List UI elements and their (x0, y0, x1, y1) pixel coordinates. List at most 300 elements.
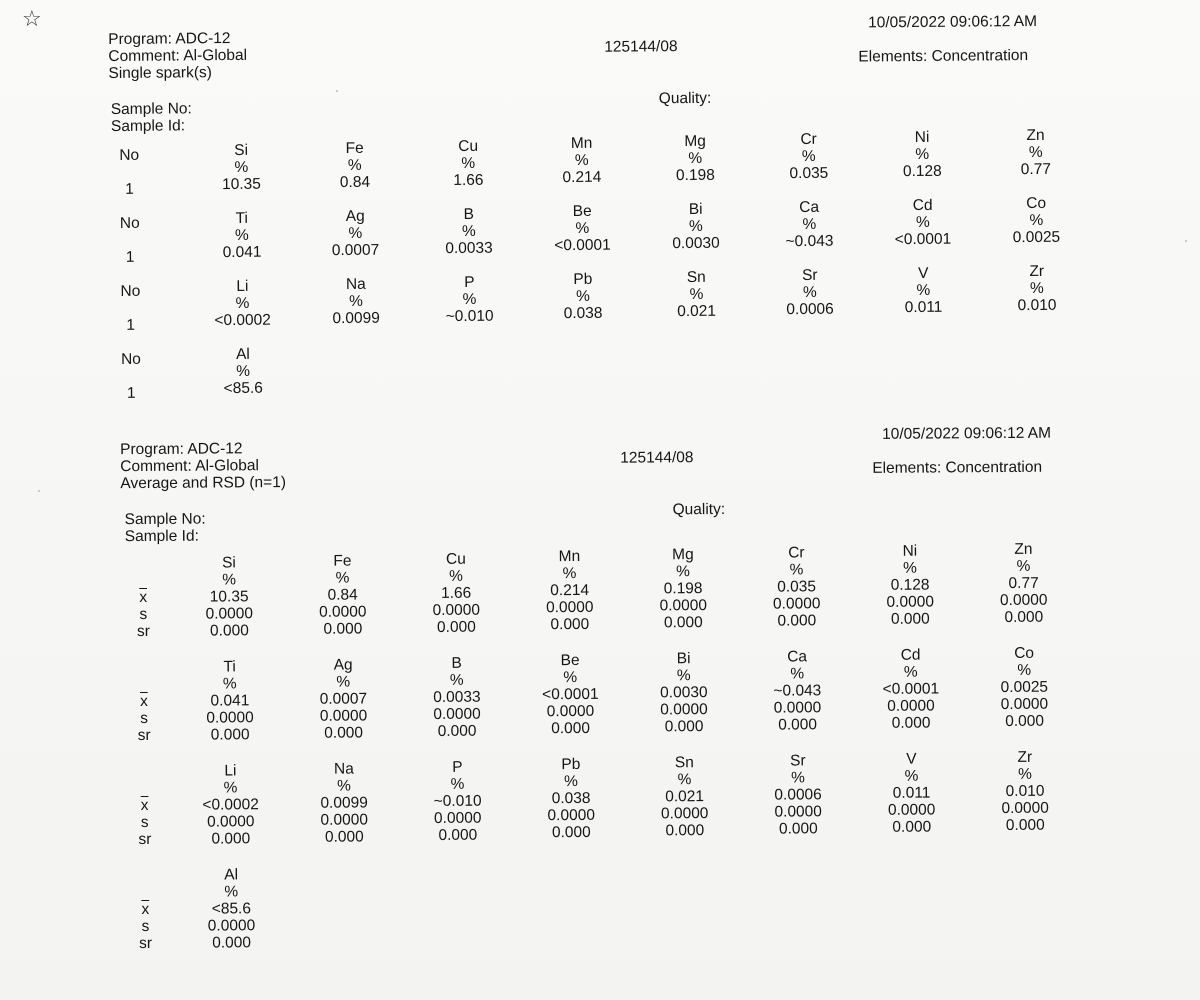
sample-id-label: Sample Id: (124, 527, 199, 546)
element-unit: % (349, 292, 363, 310)
element-symbol: Cr (800, 130, 817, 149)
sample-no-label: Sample No: (110, 100, 192, 119)
rsd-value: 0.000 (1005, 816, 1045, 834)
row-number: 1 (126, 384, 136, 402)
element-symbol: Sr (790, 752, 806, 770)
element-column-ca (753, 198, 865, 250)
element-symbol: B (451, 654, 462, 672)
rsd-value: 0.000 (551, 824, 591, 842)
element-unit: % (1029, 279, 1044, 297)
element-unit: % (1016, 557, 1031, 575)
std-dev-value: 0.0000 (772, 595, 821, 613)
element-column-si (173, 554, 286, 640)
rsd-value: 0.000 (210, 726, 250, 744)
mean-value: 0.0099 (320, 794, 368, 812)
element-unit: % (801, 147, 816, 166)
no-spacer (98, 300, 162, 318)
element-column-ni (854, 542, 967, 628)
std-dev-value: 0.0000 (773, 699, 822, 717)
std-dev-value: 0.0000 (433, 809, 482, 827)
element-unit: % (236, 362, 251, 380)
mean-value: <85.6 (211, 900, 252, 918)
element-column-co (968, 644, 1081, 730)
stat-label-x: $\overline{x}$ (141, 900, 150, 919)
row-number: 1 (125, 248, 135, 266)
sample-no-label: Sample No: (124, 510, 206, 529)
element-column-v (867, 264, 979, 316)
element-column-ti (174, 658, 287, 744)
element-symbol: Cu (445, 550, 466, 568)
mode-line: Single spark(s) (108, 64, 212, 83)
element-unit: % (688, 150, 703, 168)
std-dev-value: 0.0000 (432, 601, 481, 619)
element-unit: % (1029, 211, 1044, 229)
rsd-value: 0.000 (892, 818, 932, 836)
element-unit: % (234, 158, 249, 176)
element-unit: % (337, 777, 351, 795)
std-dev-value: 0.0000 (1000, 695, 1049, 713)
comment-line: Comment: Al-Global (108, 46, 248, 66)
mean-value: 0.010 (1005, 782, 1045, 800)
no-spacer (98, 232, 162, 250)
element-symbol: Mn (570, 135, 593, 153)
element-symbol: Cd (900, 646, 921, 664)
element-value: <85.6 (223, 379, 263, 398)
element-unit: % (915, 145, 930, 163)
element-column-mn (526, 135, 638, 187)
no-label: No (119, 146, 140, 164)
element-column-pb (527, 271, 639, 323)
stat-label-column (115, 797, 175, 848)
mode-line: Average and RSD (n=1) (120, 474, 287, 493)
element-unit: % (336, 673, 351, 691)
element-symbol: Zr (1029, 262, 1045, 280)
element-symbol: B (463, 205, 474, 223)
element-unit: % (916, 281, 931, 299)
paper-speck (38, 490, 40, 492)
element-symbol: Co (1014, 644, 1035, 662)
element-symbol: Cu (458, 137, 479, 155)
element-column-cr (753, 130, 865, 182)
element-unit: % (562, 565, 577, 583)
element-unit: % (677, 771, 692, 789)
stat-label-column (114, 693, 174, 744)
stat-label-s: s (139, 605, 148, 624)
std-dev-value: 0.0000 (547, 807, 595, 825)
element-column-bi (628, 650, 741, 736)
no-spacer (99, 368, 163, 386)
element-symbol: Fe (333, 552, 352, 570)
rsd-value: 0.000 (324, 724, 364, 742)
element-unit: % (449, 567, 463, 585)
element-symbol: Sn (686, 269, 706, 287)
element-symbol: Zr (1017, 748, 1033, 766)
mean-value: 0.128 (890, 576, 930, 594)
element-unit: % (223, 779, 238, 797)
mean-value: 0.0033 (433, 688, 481, 706)
sample-info (125, 511, 206, 546)
element-symbol: Pb (573, 271, 593, 289)
element-symbol: Be (560, 652, 580, 670)
element-column-fe (299, 139, 411, 191)
element-value: 0.0025 (1012, 228, 1061, 246)
average-rsd-report (0, 420, 1200, 953)
mean-value: <0.0002 (202, 796, 259, 814)
element-value: 0.0006 (786, 300, 834, 319)
element-column-p (413, 273, 525, 325)
rsd-value: 0.000 (211, 830, 251, 848)
mean-value: 0.214 (550, 582, 590, 600)
element-symbol: Mn (558, 548, 581, 566)
paper-speck (1185, 240, 1187, 242)
std-dev-value: 0.0000 (319, 603, 367, 621)
element-symbol: Al (224, 866, 239, 884)
stat-label-x: $\overline{x}$ (140, 796, 149, 815)
element-value: 0.214 (562, 169, 602, 187)
rsd-value: 0.000 (212, 934, 252, 952)
element-column-ti (186, 209, 298, 261)
mean-value: 0.0007 (319, 690, 368, 708)
element-value: 0.010 (1017, 296, 1057, 314)
element-column-cr (740, 544, 853, 630)
rsd-value: 0.000 (436, 618, 476, 636)
rsd-value: 0.000 (777, 612, 817, 630)
no-label: No (120, 282, 141, 300)
mean-value: 0.198 (663, 580, 703, 598)
std-dev-value: 0.0000 (206, 709, 254, 727)
element-column-b (401, 654, 514, 740)
std-dev-value: 0.0000 (1001, 799, 1049, 817)
mean-value: 0.77 (1008, 574, 1039, 592)
rsd-value: 0.000 (1004, 608, 1044, 626)
element-unit: % (575, 220, 590, 238)
mean-value: 0.038 (551, 790, 591, 808)
element-symbol: Na (333, 760, 354, 778)
no-label: No (119, 214, 140, 232)
element-unit: % (676, 667, 691, 685)
element-value: 0.77 (1020, 160, 1052, 178)
element-column-v (855, 750, 968, 836)
rsd-value: 0.000 (778, 820, 818, 838)
report-header-info (108, 30, 247, 82)
element-value: ~0.010 (445, 307, 494, 325)
element-symbol: Ca (787, 648, 808, 666)
rsd-value: 0.000 (551, 720, 591, 738)
rsd-value: 0.000 (550, 616, 590, 634)
element-column-zn (967, 540, 1080, 626)
std-dev-value: 0.0000 (206, 813, 255, 831)
element-unit: % (563, 669, 578, 687)
element-column-bi (640, 201, 752, 253)
element-column-sn (640, 269, 752, 321)
element-column-cd (855, 646, 968, 732)
element-symbol: Mg (672, 546, 694, 564)
elements-heading: Elements: Concentration (872, 458, 1043, 477)
element-unit: % (903, 559, 917, 577)
rsd-value: 0.000 (437, 722, 477, 740)
elements-heading: Elements: Concentration (858, 47, 1029, 66)
paper-speck (336, 90, 338, 92)
stat-label-sr: sr (138, 830, 152, 849)
element-symbol: P (452, 758, 463, 776)
element-column-p (401, 758, 514, 844)
stat-label-s: s (141, 917, 150, 936)
comment-line: Comment: Al-Global (120, 457, 260, 476)
single-spark-report (0, 8, 1200, 402)
stat-label-sr: sr (136, 622, 150, 641)
mean-value: 0.035 (777, 578, 817, 596)
rsd-value: 0.000 (323, 620, 363, 638)
element-column-ag (299, 207, 411, 259)
stat-label-x: $\overline{x}$ (139, 588, 148, 607)
element-symbol: Ag (333, 656, 353, 674)
std-dev-value: 0.0000 (433, 705, 481, 723)
element-unit: % (688, 218, 703, 236)
element-unit: % (564, 773, 578, 791)
element-value: 0.198 (675, 166, 715, 185)
element-column-mg (627, 546, 740, 632)
mean-value: <0.0001 (882, 680, 940, 698)
element-value: 0.0033 (445, 239, 493, 257)
mean-value: <0.0001 (542, 686, 599, 704)
element-unit: % (1017, 661, 1032, 679)
element-symbol: Ca (799, 198, 820, 217)
rsd-value: 0.000 (664, 718, 704, 736)
element-unit: % (789, 561, 804, 579)
element-column-li (174, 762, 287, 848)
element-column-sn (628, 754, 741, 840)
std-dev-value: 0.0000 (774, 803, 822, 821)
rsd-value: 0.000 (1005, 712, 1045, 730)
element-unit: % (802, 215, 817, 234)
element-value: 0.128 (902, 162, 942, 180)
element-symbol: Ni (902, 542, 918, 560)
rsd-value: 0.000 (438, 826, 478, 844)
element-column-pb (515, 756, 628, 842)
mean-value: 0.84 (327, 586, 358, 604)
mean-value: 0.0006 (774, 786, 822, 804)
element-unit: % (676, 563, 690, 581)
element-unit: % (903, 663, 918, 681)
element-value: 1.66 (453, 171, 484, 189)
element-unit: % (790, 665, 805, 683)
element-unit: % (450, 775, 465, 793)
element-column-zr (981, 262, 1093, 314)
element-column-al (187, 345, 299, 397)
mean-value: ~0.010 (433, 792, 482, 810)
element-symbol: V (906, 750, 917, 768)
rsd-value: 0.000 (324, 828, 364, 846)
sample-reference: 125144/08 (620, 449, 694, 467)
element-symbol: P (464, 273, 475, 291)
element-value: 0.0030 (672, 234, 720, 253)
rsd-value: 0.000 (778, 716, 818, 734)
element-symbol: Si (234, 141, 249, 159)
element-unit: % (915, 213, 930, 231)
element-symbol: Li (224, 762, 237, 780)
element-column-mg (639, 133, 751, 185)
element-column-co (980, 194, 1092, 246)
std-dev-value: 0.0000 (887, 801, 936, 819)
element-unit: % (449, 671, 464, 689)
no-column (98, 215, 162, 267)
stat-label-s: s (140, 709, 148, 728)
element-value: 0.021 (677, 302, 717, 321)
element-unit: % (222, 675, 237, 693)
element-column-be (526, 203, 638, 255)
std-dev-value: 0.0000 (205, 605, 254, 623)
element-symbol: Cr (788, 544, 805, 562)
element-column-ca (741, 648, 854, 734)
element-column-zn (979, 126, 1091, 178)
element-column-cu (412, 137, 524, 189)
stat-label-column (115, 901, 175, 952)
element-value: ~0.043 (785, 232, 834, 251)
quality-label: Quality: (672, 500, 726, 519)
element-column-be (514, 652, 627, 738)
element-symbol: Bi (688, 201, 703, 219)
rsd-value: 0.000 (663, 614, 703, 632)
stat-label-sr: sr (139, 934, 153, 953)
element-unit: % (1028, 143, 1043, 161)
element-unit: % (904, 767, 919, 785)
element-unit: % (461, 222, 476, 240)
element-column-mn (513, 548, 626, 634)
stat-label-sr: sr (137, 726, 151, 745)
stat-label-s: s (140, 813, 149, 832)
element-column-li (186, 277, 298, 329)
std-dev-value: 0.0000 (999, 591, 1048, 609)
std-dev-value: 0.0000 (546, 703, 595, 721)
element-symbol: Si (221, 554, 236, 572)
element-symbol: Zn (1014, 540, 1033, 558)
element-unit: % (575, 288, 590, 306)
element-unit: % (335, 569, 350, 587)
element-symbol: Ag (345, 207, 365, 225)
element-symbol: Al (235, 345, 250, 363)
element-unit: % (222, 571, 237, 589)
element-unit: % (574, 152, 589, 170)
element-unit: % (347, 156, 362, 174)
element-symbol: Ni (914, 128, 930, 146)
element-symbol: Co (1026, 194, 1047, 212)
element-value: 0.0099 (332, 309, 380, 327)
element-column-sr (754, 266, 866, 318)
element-symbol: Mg (684, 133, 706, 151)
row-number: 1 (126, 316, 136, 334)
std-dev-value: 0.0000 (660, 805, 709, 823)
element-value: 0.011 (904, 298, 943, 316)
mean-value: ~0.043 (773, 682, 822, 700)
element-symbol: Zn (1026, 126, 1045, 144)
std-dev-value: 0.0000 (319, 707, 368, 725)
rsd-value: 0.000 (890, 610, 930, 628)
std-dev-value: 0.0000 (207, 917, 256, 935)
program-line: Program: ADC-12 (120, 440, 243, 459)
mean-value: 1.66 (441, 584, 472, 602)
std-dev-value: 0.0000 (320, 811, 369, 829)
mean-value: 0.0025 (1000, 678, 1049, 696)
element-symbol: Li (236, 277, 249, 295)
element-symbol: Ti (235, 209, 249, 227)
element-value: <0.0001 (894, 230, 952, 248)
element-symbol: Bi (676, 650, 691, 668)
element-value: <0.0001 (554, 237, 611, 255)
element-value: 0.0007 (331, 241, 380, 259)
element-value: 0.84 (339, 173, 371, 191)
element-symbol: Ti (223, 658, 236, 676)
stat-label-x: $\overline{x}$ (139, 692, 148, 711)
element-unit: % (462, 290, 477, 308)
stat-label-column (113, 589, 173, 640)
element-unit: % (234, 226, 249, 244)
element-unit: % (224, 883, 239, 901)
element-unit: % (689, 286, 704, 304)
mean-value: 0.0030 (660, 684, 708, 702)
element-column-b (413, 205, 525, 257)
program-line: Program: ADC-12 (108, 29, 231, 49)
report-datetime: 10/05/2022 09:06:12 AM (882, 424, 1052, 443)
element-value: <0.0002 (214, 311, 271, 330)
std-dev-value: 0.0000 (886, 593, 934, 611)
element-value: 0.041 (222, 243, 262, 262)
mean-value: 0.021 (665, 788, 705, 806)
rsd-value: 0.000 (209, 622, 249, 640)
element-symbol: Sn (674, 754, 694, 772)
std-dev-value: 0.0000 (887, 697, 935, 715)
rsd-value: 0.000 (891, 714, 931, 732)
mean-value: 0.041 (210, 692, 250, 710)
no-column (99, 351, 163, 403)
report-header-info (120, 440, 286, 492)
element-symbol: Fe (345, 139, 364, 157)
element-value: 0.038 (563, 305, 603, 323)
element-column-zr (969, 748, 1082, 834)
element-unit: % (348, 224, 363, 242)
element-column-sr (742, 752, 855, 838)
sample-info (111, 100, 192, 135)
std-dev-value: 0.0000 (660, 701, 708, 719)
element-unit: % (802, 283, 817, 302)
mean-value: 10.35 (209, 588, 249, 606)
element-unit: % (1017, 765, 1032, 783)
no-label: No (120, 350, 141, 368)
element-unit: % (235, 294, 250, 312)
element-column-al (175, 866, 288, 952)
no-column (97, 147, 161, 199)
element-unit: % (790, 769, 805, 787)
element-symbol: Sr (801, 266, 818, 285)
element-value: 10.35 (221, 175, 261, 194)
no-column (98, 283, 162, 335)
element-symbol: Pb (561, 756, 581, 774)
element-symbol: Na (345, 275, 366, 293)
element-column-ni (866, 128, 978, 180)
handwritten-star-mark: ☆ (22, 6, 42, 31)
element-column-si (185, 141, 297, 193)
sample-id-label: Sample Id: (110, 117, 186, 136)
std-dev-value: 0.0000 (659, 597, 708, 615)
element-column-cd (867, 196, 979, 248)
std-dev-value: 0.0000 (545, 599, 594, 617)
element-symbol: Be (572, 203, 592, 221)
element-column-cu (400, 550, 513, 636)
element-symbol: Cd (912, 196, 933, 214)
element-symbol: V (918, 264, 929, 282)
element-column-na (288, 760, 401, 846)
element-column-ag (287, 656, 400, 742)
sample-reference: 125144/08 (604, 38, 678, 56)
